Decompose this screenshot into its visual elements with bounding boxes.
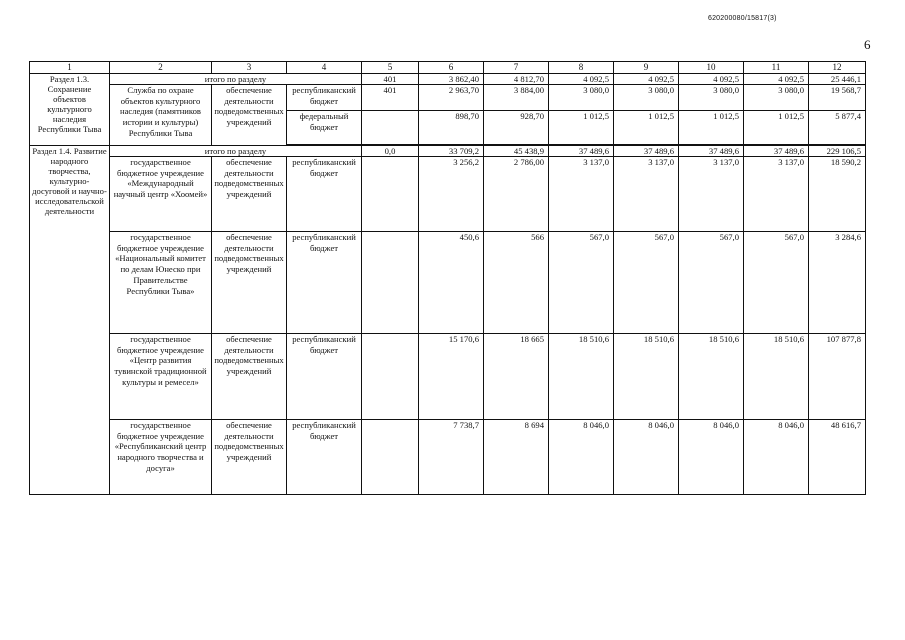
cell: 1 012,5	[679, 111, 744, 145]
org-name: Служба по охране объектов культурного наследия (памятников истории и культуры) Республики Тыва	[110, 85, 212, 146]
col-header: 6	[419, 62, 484, 74]
cell: 4 812,70	[484, 74, 549, 85]
org-name: государственное бюджетное учреждение «Международный научный центр «Хоомей»	[110, 157, 212, 232]
cell: 4 092,5	[549, 74, 614, 85]
cell: 3 080,0	[679, 85, 744, 111]
cell: 3 862,40	[419, 74, 484, 85]
table-row	[30, 232, 866, 334]
col-header: 2	[110, 62, 212, 74]
cell: 45 438,9	[484, 146, 549, 157]
cell: 1 012,5	[549, 111, 614, 145]
cell: 18 510,6	[549, 334, 614, 420]
cell: 5 877,4	[809, 111, 866, 145]
cell: 1 012,5	[614, 111, 679, 145]
total-label: итого по разделу	[110, 146, 362, 157]
cell: 37 489,6	[549, 146, 614, 157]
budget-source: республиканский бюджет	[287, 85, 362, 111]
section-total-row	[30, 74, 866, 85]
cell: 0,0	[362, 146, 419, 157]
cell: 37 489,6	[679, 146, 744, 157]
budget-source: республиканский бюджет	[287, 334, 362, 420]
cell: 898,70	[419, 111, 484, 145]
cell: 3 256,2	[419, 157, 484, 232]
budget-source: республиканский бюджет	[287, 232, 362, 334]
org-name: государственное бюджетное учреждение «Центр развития тувинской традиционной культуры и ремесел»	[110, 334, 212, 420]
cell: 229 106,5	[809, 146, 866, 157]
budget-source: республиканский бюджет	[287, 420, 362, 495]
col-header: 5	[362, 62, 419, 74]
cell: 8 046,0	[679, 420, 744, 495]
cell: 3 137,0	[679, 157, 744, 232]
document-id: 620200080/15817(3)	[708, 15, 777, 22]
col-header: 8	[549, 62, 614, 74]
section-label: Раздел 1.3. Сохранение объектов культурного наследия Республики Тыва	[30, 74, 110, 146]
cell: 567,0	[744, 232, 809, 334]
col-header: 10	[679, 62, 744, 74]
cell: 4 092,5	[614, 74, 679, 85]
section-total-row	[30, 146, 866, 157]
budget-table	[29, 61, 866, 495]
cell	[362, 420, 419, 495]
cell: 15 170,6	[419, 334, 484, 420]
cell: 18 590,2	[809, 157, 866, 232]
org-name: государственное бюджетное учреждение «Национальный комитет по делам Юнеско при Правительстве Республики Тыва»	[110, 232, 212, 334]
purpose: обеспечение деятельности подведомственных учреждений	[212, 334, 287, 420]
cell: 2 786,00	[484, 157, 549, 232]
cell: 18 510,6	[744, 334, 809, 420]
cell: 450,6	[419, 232, 484, 334]
cell: 3 137,0	[614, 157, 679, 232]
cell: 567,0	[614, 232, 679, 334]
budget-source: республиканский бюджет	[287, 157, 362, 232]
cell: 3 080,0	[614, 85, 679, 111]
table-row	[30, 334, 866, 420]
page-number: 6	[864, 37, 871, 52]
cell: 37 489,6	[614, 146, 679, 157]
cell: 4 092,5	[679, 74, 744, 85]
cell: 3 080,0	[549, 85, 614, 111]
cell: 1 012,5	[744, 111, 809, 145]
cell	[362, 334, 419, 420]
budget-source: федеральный бюджет	[287, 111, 362, 145]
table-row	[30, 85, 866, 111]
cell: 401	[362, 74, 419, 85]
col-header: 3	[212, 62, 287, 74]
cell: 567,0	[549, 232, 614, 334]
table-row	[30, 420, 866, 495]
cell: 2 963,70	[419, 85, 484, 111]
cell: 3 080,0	[744, 85, 809, 111]
cell: 3 137,0	[744, 157, 809, 232]
cell: 567,0	[679, 232, 744, 334]
cell: 18 510,6	[614, 334, 679, 420]
cell: 18 665	[484, 334, 549, 420]
cell: 3 884,00	[484, 85, 549, 111]
cell: 48 616,7	[809, 420, 866, 495]
cell: 401	[362, 85, 419, 111]
col-header: 12	[809, 62, 866, 74]
cell: 18 510,6	[679, 334, 744, 420]
cell: 25 446,1	[809, 74, 866, 85]
column-numbers-row	[30, 62, 866, 74]
cell: 928,70	[484, 111, 549, 145]
cell: 3 137,0	[549, 157, 614, 232]
purpose: обеспечение деятельности подведомственных учреждений	[212, 420, 287, 495]
cell: 4 092,5	[744, 74, 809, 85]
cell: 8 046,0	[614, 420, 679, 495]
purpose: обеспечение деятельности подведомственных учреждений	[212, 157, 287, 232]
table-row	[30, 157, 866, 232]
cell: 8 046,0	[744, 420, 809, 495]
cell: 7 738,7	[419, 420, 484, 495]
section-label: Раздел 1.4. Развитие народного творчества, культурно-досуговой и научно-исследовательской деятельности	[30, 146, 110, 495]
cell: 33 709,2	[419, 146, 484, 157]
cell: 19 568,7	[809, 85, 866, 111]
cell: 8 046,0	[549, 420, 614, 495]
cell	[362, 232, 419, 334]
org-name: государственное бюджетное учреждение «Республиканский центр народного творчества и досуга»	[110, 420, 212, 495]
col-header: 11	[744, 62, 809, 74]
cell: 566	[484, 232, 549, 334]
purpose: обеспечение деятельности подведомственных учреждений	[212, 85, 287, 146]
col-header: 1	[30, 62, 110, 74]
col-header: 9	[614, 62, 679, 74]
cell: 107 877,8	[809, 334, 866, 420]
purpose: обеспечение деятельности подведомственных учреждений	[212, 232, 287, 334]
cell	[362, 157, 419, 232]
cell: 8 694	[484, 420, 549, 495]
col-header: 4	[287, 62, 362, 74]
cell: 37 489,6	[744, 146, 809, 157]
total-label: итого по разделу	[110, 74, 362, 85]
cell: 3 284,6	[809, 232, 866, 334]
col-header: 7	[484, 62, 549, 74]
cell	[362, 111, 419, 145]
